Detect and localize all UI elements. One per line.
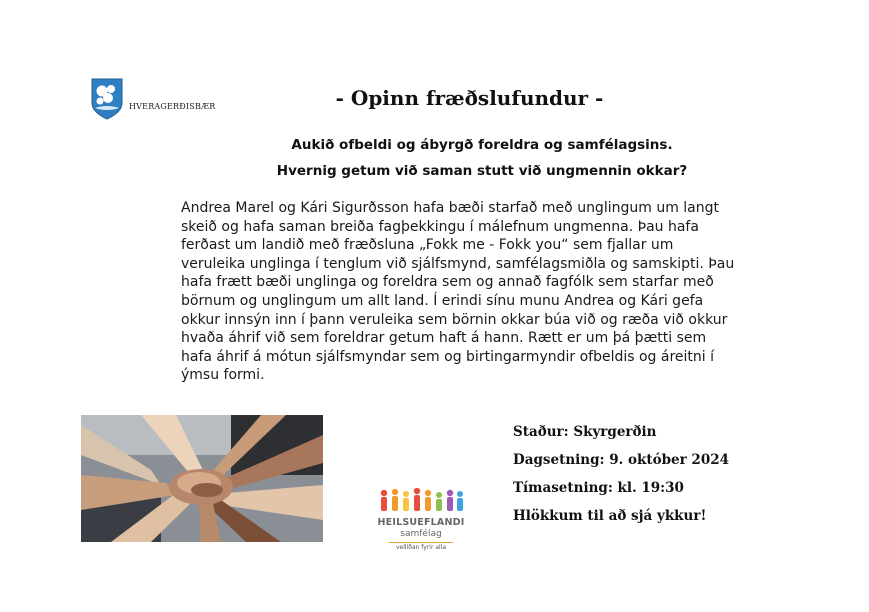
samfelag-wordmark: samfélag	[400, 529, 442, 539]
subtitle-line-1: Aukið ofbeldi og ábyrgð foreldra og samfélagsins.	[291, 137, 673, 153]
municipality-name: HVERAGERÐISBÆR	[129, 102, 216, 111]
people-figures-icon	[378, 488, 464, 514]
logo-tagline: vellíðan fyrir alla	[395, 544, 447, 551]
event-time: Tímasetning: kl. 19:30	[513, 480, 684, 496]
heilsueflandi-wordmark: HEILSUEFLANDI	[377, 517, 465, 528]
page-title: - Opinn fræðslufundur -	[335, 86, 604, 110]
description-paragraph: Andrea Marel og Kári Sigurðsson hafa bæði starfað með unglingum um langt skeið og hafa saman breiða fagþekkingu í málefnum ungmenna. Þau hafa ferðast um landið með fræðsluna „Fokk me - Fokk you“ sem fjallar um veruleika unglinga í tenglum við sjálfsmynd, samfélagsmiðla og samskipti. Þau hafa frætt bæði unglinga og foreldra sem og annað fagfólk sem starfar með börnum og unglingum um allt land. Í erindi sínu munu Andrea og Kári gefa okkur innsýn inn í þann veruleika sem börnin okkar búa við og ræða við okkur hvaða áhrif við sem foreldrar getum haft á hann. Rætt er um þá þætti sem hafa áhrif á mótun sjálfsmyndar sem og birtingarmyndir ofbeldis og áreitni í ýmsu formi.	[181, 200, 735, 384]
stacked-hands-image	[81, 415, 323, 542]
heilsueflandi-logo	[371, 488, 471, 558]
logo-divider	[389, 542, 453, 543]
subtitle-line-2: Hvernig getum við saman stutt við ungmennin okkar?	[276, 163, 688, 179]
closing-message: Hlökkum til að sjá ykkur!	[513, 508, 707, 524]
event-date: Dagsetning: 9. október 2024	[513, 452, 730, 468]
event-location: Staður: Skyrgerðin	[513, 424, 657, 440]
stacked-hands-photo	[81, 415, 323, 542]
